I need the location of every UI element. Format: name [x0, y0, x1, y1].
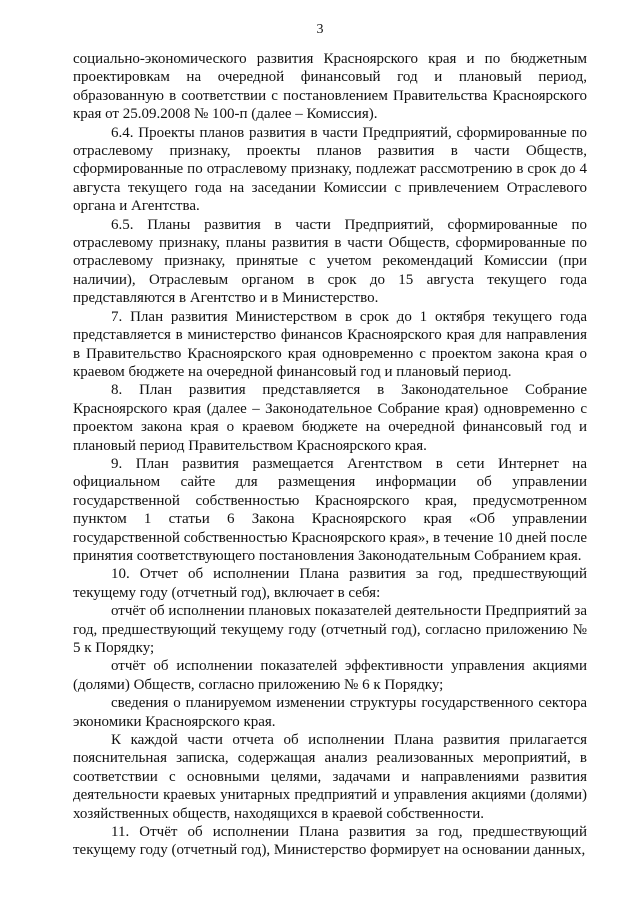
paragraph-continuation: социально-экономического развития Красноярского края и по бюджетным проектировкам на очередной финансовый год и плановый период, образованную в соответствии с постановлением Правительства Красноярского края от 25.09.2008 № 100-п (далее – Комиссия). — [73, 51, 587, 123]
paragraph-6-5: 6.5. Планы развития в части Предприятий, сформированные по отраслевому признаку, планы развития в части Обществ, сформированные по отраслевому признаку, принятые с учетом рекомендаций Комиссии (при наличии), Отраслевым органом в срок до 15 августа текущего года представляются в Агентство и в Министерство. — [73, 216, 587, 307]
paragraph-10-structure-info: сведения о планируемом изменении структуры государственного сектора экономики Красноярского края. — [73, 695, 587, 730]
paragraph-8: 8. План развития представляется в Законодательное Собрание Красноярского края (далее – Законодательное Собрание края) одновременно с проектом закона края о краевом бюджете на очередной финансовый год и плановый период Правительством Красноярского края. — [73, 382, 587, 454]
paragraph-7: 7. План развития Министерством в срок до 1 октября текущего года представляется в министерство финансов Красноярского края для направления в Правительство Красноярского края одновременно с проектом закона края о краевом бюджете на очередной финансовый год и плановый период. — [73, 308, 587, 380]
paragraph-11: 11. Отчёт об исполнении Плана развития за год, предшествующий текущему году (отчетный год), Министерство формирует на основании данных, — [73, 824, 587, 859]
paragraph-10: 10. Отчет об исполнении Плана развития за год, предшествующий текущему году (отчетный год), включает в себя: — [73, 566, 587, 601]
paragraph-6-4: 6.4. Проекты планов развития в части Предприятий, сформированные по отраслевому признаку, проекты планов развития в части Обществ, сформированные по отраслевому признаку, подлежат рассмотрению в срок до 4 августа текущего года на заседании Комиссии с привлечением Отраслевого органа и Агентства. — [73, 124, 587, 215]
document-body — [73, 50, 587, 860]
page-number: 3 — [316, 22, 324, 37]
paragraph-10-plan-report: отчёт об исполнении плановых показателей деятельности Предприятий за год, предшествующий текущему году (отчетный год), согласно приложению № 5 к Порядку; — [73, 603, 587, 656]
paragraph-10-efficiency-report: отчёт об исполнении показателей эффективности управления акциями (долями) Обществ, согласно приложению № 6 к Порядку; — [73, 658, 587, 693]
paragraph-9: 9. План развития размещается Агентством в сети Интернет на официальном сайте для размещения информации об управлении государственной собственностью Красноярского края, предусмотренном пунктом 1 статьи 6 Закона Красноярского края «Об управлении государственной собственностью Красноярского края», в течение 10 дней после принятия соответствующего постановления Законодательным Собранием края. — [73, 455, 587, 564]
paragraph-10-explanatory-note: К каждой части отчета об исполнении Плана развития прилагается пояснительная записка, содержащая анализ реализованных мероприятий, в соответствии с основными целями, задачами и направлениями развития деятельности краевых унитарных предприятий и управления акциями (долями) хозяйственных обществ, находящихся в краевой собственности. — [73, 732, 587, 822]
